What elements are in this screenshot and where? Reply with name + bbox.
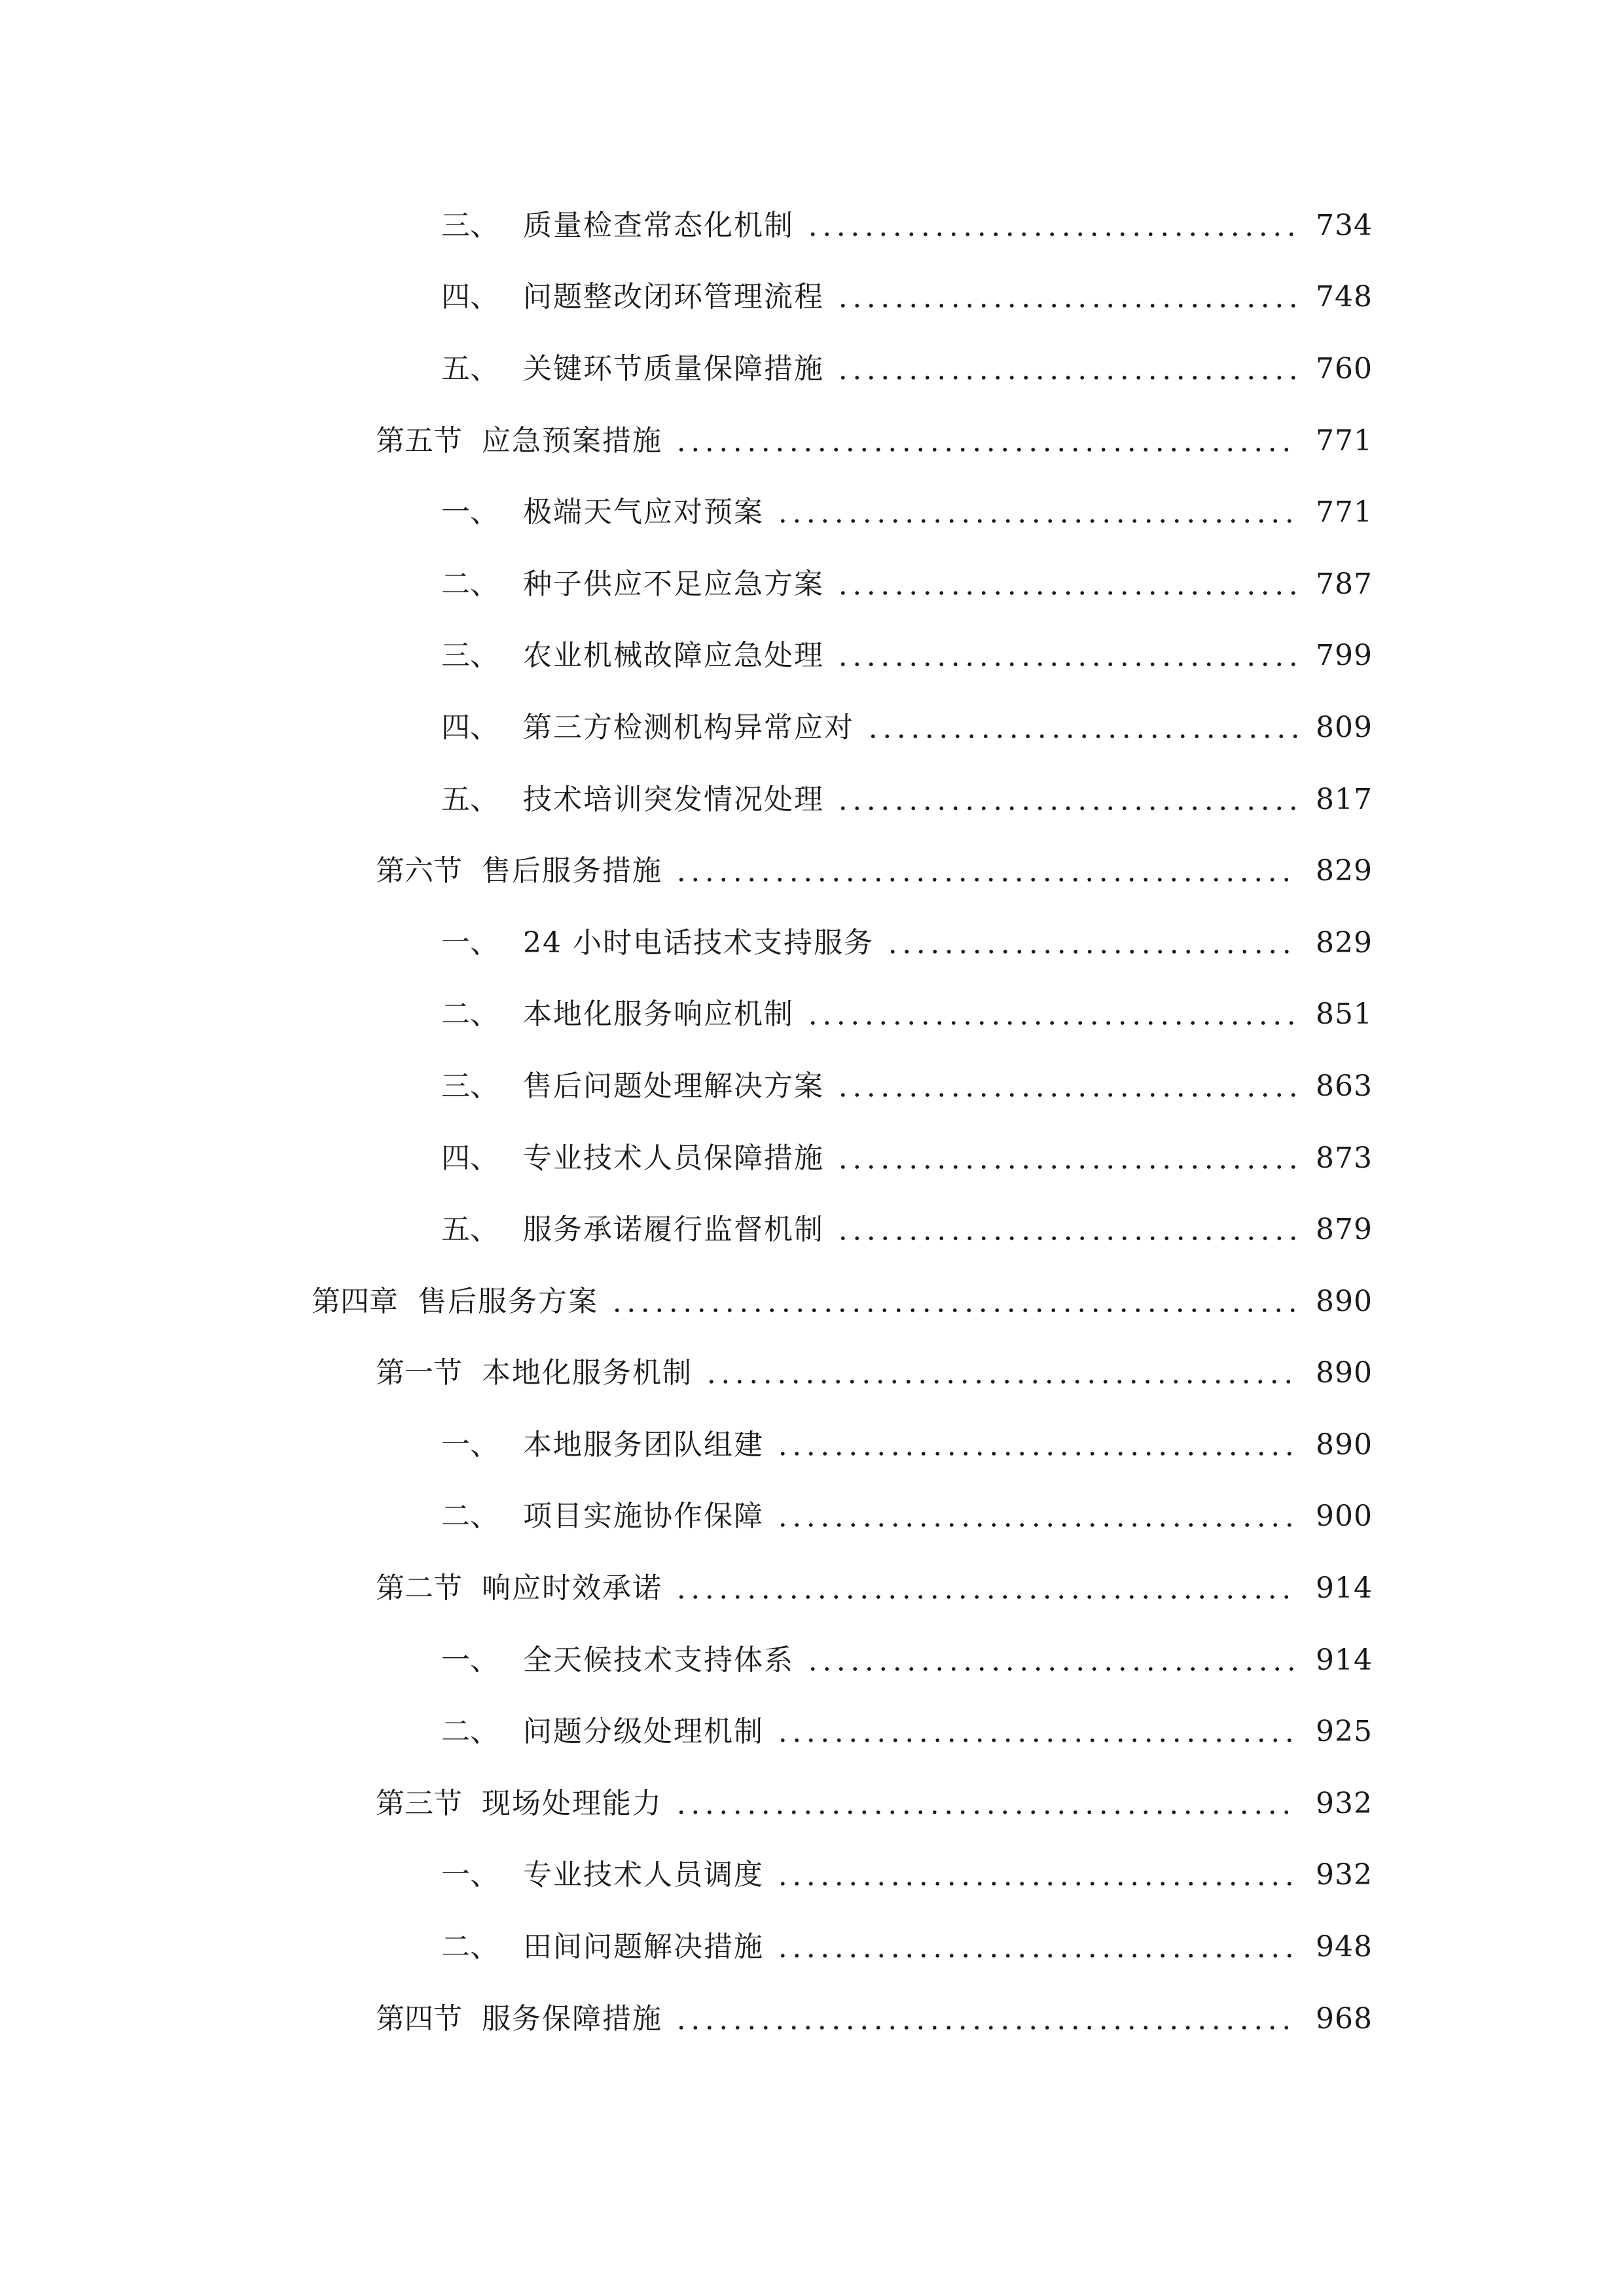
toc-entry[interactable] (0, 1624, 1624, 1696)
toc-entry-title: 现场处理能力 (482, 1786, 662, 1820)
toc-entry-page-number: 948 (1316, 1930, 1373, 1964)
toc-entry[interactable] (0, 262, 1624, 334)
toc-entry-title: 专业技术人员保障措施 (523, 1141, 824, 1175)
toc-entry-title: 售后问题处理解决方案 (523, 1069, 824, 1103)
toc-entry-title: 第三方检测机构异常应对 (523, 710, 854, 744)
toc-entry-page-number: 932 (1316, 1858, 1373, 1892)
toc-entry-number: 三、 (441, 208, 499, 242)
dot-leader (776, 519, 1297, 523)
toc-entry-page-number: 873 (1316, 1141, 1373, 1175)
toc-entry-page-number: 890 (1316, 1356, 1373, 1390)
dot-leader (704, 1380, 1297, 1384)
toc-entry-title: 农业机械故障应急处理 (523, 639, 824, 673)
toc-entry-number: 第二节 (376, 1571, 462, 1605)
toc-entry-number: 五、 (441, 1213, 499, 1247)
toc-entry-title: 售后服务方案 (418, 1284, 598, 1318)
toc-entry[interactable] (0, 1840, 1624, 1912)
toc-entry-title: 极端天气应对预案 (523, 495, 764, 529)
toc-entry-page-number: 914 (1316, 1571, 1373, 1605)
dot-leader (836, 304, 1297, 308)
toc-entry-page-number: 925 (1316, 1715, 1373, 1749)
dot-leader (836, 662, 1297, 666)
toc-entry-title: 本地化服务响应机制 (523, 997, 794, 1031)
dot-leader (776, 1523, 1297, 1527)
toc-entry[interactable] (0, 1050, 1624, 1122)
toc-entry[interactable] (0, 1266, 1624, 1338)
toc-entry[interactable] (0, 907, 1624, 979)
toc-entry-number: 二、 (441, 1715, 499, 1749)
toc-entry[interactable] (0, 764, 1624, 836)
toc-entry[interactable] (0, 1481, 1624, 1553)
toc-entry[interactable] (0, 476, 1624, 548)
toc-entry-number: 第三节 (376, 1786, 462, 1820)
dot-leader (886, 950, 1297, 954)
dot-leader (674, 448, 1297, 452)
toc-entry[interactable] (0, 1983, 1624, 2055)
toc-entry-number: 一、 (441, 1643, 499, 1677)
toc-entry-number: 五、 (441, 351, 499, 386)
toc-entry-page-number: 748 (1316, 280, 1373, 314)
toc-entry[interactable] (0, 190, 1624, 262)
toc-entry-title: 问题整改闭环管理流程 (523, 280, 824, 314)
toc-entry-title: 本地服务团队组建 (523, 1427, 764, 1462)
toc-entry-page-number: 914 (1316, 1643, 1373, 1677)
toc-entry-title: 应急预案措施 (482, 423, 662, 457)
toc-entry[interactable] (0, 692, 1624, 764)
dot-leader (776, 1882, 1297, 1886)
toc-entry-number: 第五节 (376, 423, 462, 457)
toc-entry-title: 田间问题解决措施 (523, 1930, 764, 1964)
toc-entry-title: 24 小时电话技术支持服务 (523, 925, 874, 960)
toc-entry-number: 二、 (441, 1499, 499, 1534)
toc-entry-number: 五、 (441, 782, 499, 816)
toc-entry-title: 质量检查常态化机制 (523, 208, 794, 242)
toc-entry-title: 响应时效承诺 (482, 1571, 662, 1605)
toc-entry-title: 专业技术人员调度 (523, 1858, 764, 1892)
toc-entry-number: 一、 (441, 1858, 499, 1892)
toc-entry-number: 一、 (441, 1427, 499, 1462)
toc-entry-title: 项目实施协作保障 (523, 1499, 764, 1534)
toc-entry-page-number: 968 (1316, 2001, 1373, 2036)
toc-entry-page-number: 890 (1316, 1427, 1373, 1462)
toc-entry-number: 三、 (441, 639, 499, 673)
toc-entry-title: 关键环节质量保障措施 (523, 351, 824, 386)
toc-entry-number: 二、 (441, 567, 499, 601)
toc-entry[interactable] (0, 1696, 1624, 1768)
dot-leader (836, 1236, 1297, 1240)
toc-entry-page-number: 760 (1316, 351, 1373, 386)
toc-entry[interactable] (0, 835, 1624, 907)
toc-entry-number: 四、 (441, 280, 499, 314)
dot-leader (674, 1595, 1297, 1599)
toc-entry[interactable] (0, 1552, 1624, 1624)
table-of-contents (0, 190, 1624, 2054)
toc-entry-page-number: 771 (1316, 423, 1373, 457)
toc-entry[interactable] (0, 979, 1624, 1051)
dot-leader (806, 1021, 1297, 1025)
dot-leader (836, 1165, 1297, 1169)
toc-entry-number: 一、 (441, 925, 499, 960)
toc-entry-number: 一、 (441, 495, 499, 529)
toc-entry[interactable] (0, 333, 1624, 405)
toc-entry-number: 第四节 (376, 2001, 462, 2036)
toc-entry-page-number: 890 (1316, 1284, 1373, 1318)
dot-leader (674, 1810, 1297, 1814)
toc-entry-number: 二、 (441, 997, 499, 1031)
toc-entry-number: 四、 (441, 710, 499, 744)
toc-entry-page-number: 787 (1316, 567, 1373, 601)
toc-entry-title: 服务保障措施 (482, 2001, 662, 2036)
dot-leader (776, 1954, 1297, 1958)
toc-entry-page-number: 900 (1316, 1499, 1373, 1534)
toc-entry-number: 第四章 (312, 1284, 398, 1318)
toc-entry-title: 服务承诺履行监督机制 (523, 1213, 824, 1247)
toc-entry-page-number: 799 (1316, 639, 1373, 673)
toc-entry[interactable] (0, 1911, 1624, 1983)
toc-entry[interactable] (0, 548, 1624, 620)
dot-leader (836, 1093, 1297, 1097)
toc-entry-page-number: 734 (1316, 208, 1373, 242)
toc-entry-page-number: 851 (1316, 997, 1373, 1031)
dot-leader (866, 734, 1297, 738)
dot-leader (836, 806, 1297, 810)
toc-entry-page-number: 863 (1316, 1069, 1373, 1103)
dot-leader (806, 232, 1297, 236)
dot-leader (836, 591, 1297, 595)
toc-entry-title: 售后服务措施 (482, 854, 662, 888)
dot-leader (674, 878, 1297, 882)
dot-leader (776, 1738, 1297, 1742)
toc-entry-title: 全天候技术支持体系 (523, 1643, 794, 1677)
toc-entry-title: 技术培训突发情况处理 (523, 782, 824, 816)
dot-leader (836, 376, 1297, 380)
dot-leader (674, 2026, 1297, 2030)
toc-entry-number: 二、 (441, 1930, 499, 1964)
toc-entry-page-number: 817 (1316, 782, 1373, 816)
toc-entry-page-number: 932 (1316, 1786, 1373, 1820)
toc-entry[interactable] (0, 1122, 1624, 1194)
toc-entry-page-number: 879 (1316, 1213, 1373, 1247)
toc-entry-number: 第六节 (376, 854, 462, 888)
toc-entry-number: 三、 (441, 1069, 499, 1103)
toc-entry[interactable] (0, 405, 1624, 477)
toc-entry-number: 第一节 (376, 1356, 462, 1390)
toc-entry-page-number: 829 (1316, 854, 1373, 888)
toc-entry[interactable] (0, 620, 1624, 692)
toc-entry-page-number: 829 (1316, 925, 1373, 960)
toc-entry[interactable] (0, 1409, 1624, 1481)
dot-leader (776, 1452, 1297, 1456)
toc-entry[interactable] (0, 1338, 1624, 1410)
dot-leader (806, 1667, 1297, 1671)
dot-leader (610, 1308, 1297, 1312)
toc-entry-number: 四、 (441, 1141, 499, 1175)
toc-entry-page-number: 809 (1316, 710, 1373, 744)
toc-entry-title: 种子供应不足应急方案 (523, 567, 824, 601)
toc-entry[interactable] (0, 1768, 1624, 1840)
toc-entry-title: 本地化服务机制 (482, 1356, 693, 1390)
toc-entry-title: 问题分级处理机制 (523, 1715, 764, 1749)
toc-entry-page-number: 771 (1316, 495, 1373, 529)
toc-entry[interactable] (0, 1194, 1624, 1266)
